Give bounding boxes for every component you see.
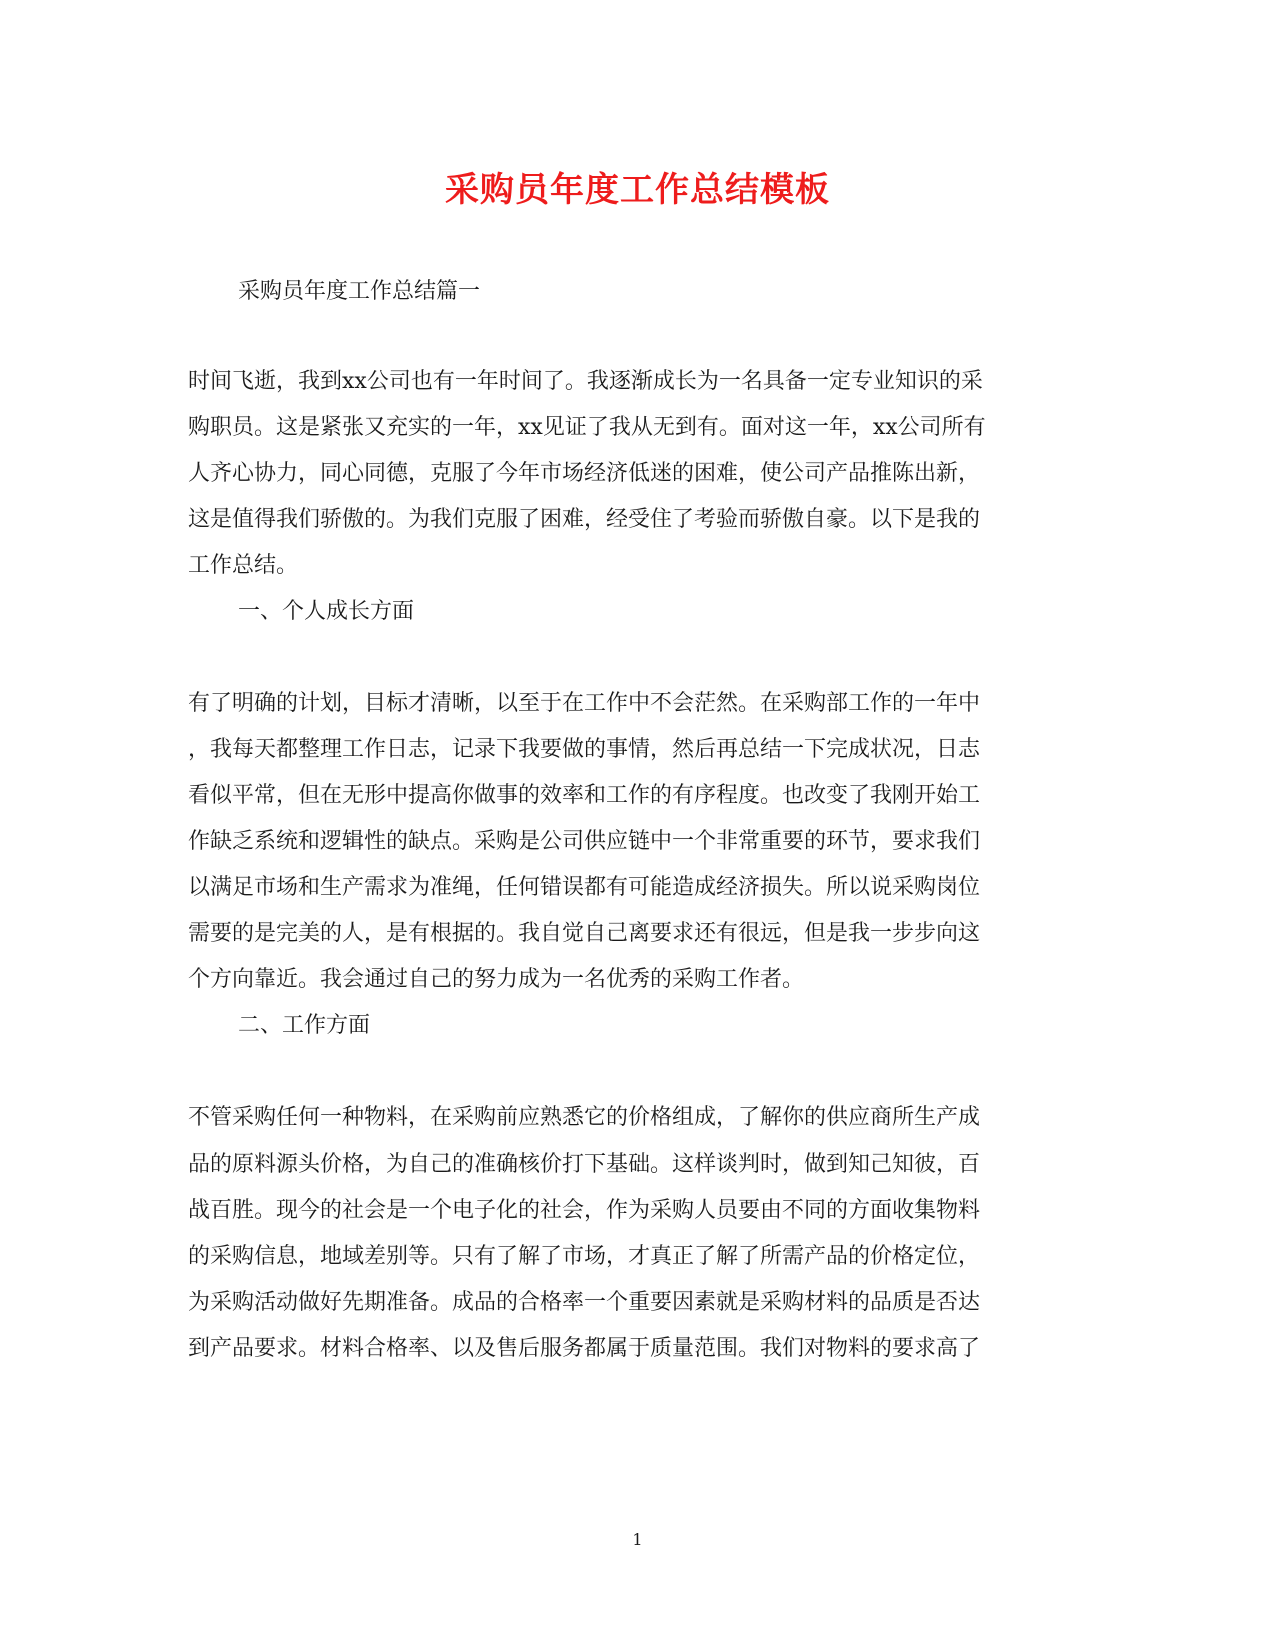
paragraph-line: ，我每天都整理工作日志，记录下我要做的事情，然后再总结一下完成状况，日志 bbox=[188, 737, 981, 762]
paragraph-line: 作缺乏系统和逻辑性的缺点。采购是公司供应链中一个非常重要的环节，要求我们 bbox=[188, 829, 981, 854]
section-heading-personal-growth: 一、个人成长方面 bbox=[238, 599, 415, 624]
section-heading-work: 二、工作方面 bbox=[238, 1013, 371, 1038]
document-title: 采购员年度工作总结模板 bbox=[445, 170, 830, 210]
paragraph-line: 看似平常，但在无形中提高你做事的效率和工作的有序程度。也改变了我刚开始工 bbox=[188, 783, 981, 808]
paragraph-line: 到产品要求。材料合格率、以及售后服务都属于质量范围。我们对物料的要求高了 bbox=[188, 1336, 981, 1361]
paragraph-line: 这是值得我们骄傲的。为我们克服了困难，经受住了考验而骄傲自豪。以下是我的 bbox=[188, 507, 981, 532]
paragraph-line: 有了明确的计划，目标才清晰，以至于在工作中不会茫然。在采购部工作的一年中 bbox=[188, 691, 981, 716]
paragraph-line: 以满足市场和生产需求为准绳，任何错误都有可能造成经济损失。所以说采购岗位 bbox=[188, 875, 981, 900]
paragraph-line: 需要的是完美的人，是有根据的。我自觉自己离要求还有很远，但是我一步步向这 bbox=[188, 921, 981, 946]
paragraph-line: 工作总结。 bbox=[188, 553, 299, 578]
paragraph-line: 不管采购任何一种物料，在采购前应熟悉它的价格组成，了解你的供应商所生产成 bbox=[188, 1105, 981, 1130]
paragraph-line: 时间飞逝，我到xx公司也有一年时间了。我逐渐成长为一名具备一定专业知识的采 bbox=[188, 369, 983, 394]
paragraph-line: 品的原料源头价格，为自己的准确核价打下基础。这样谈判时，做到知己知彼，百 bbox=[188, 1152, 981, 1177]
paragraph-line: 为采购活动做好先期准备。成品的合格率一个重要因素就是采购材料的品质是否达 bbox=[188, 1290, 981, 1315]
paragraph-line: 战百胜。现今的社会是一个电子化的社会，作为采购人员要由不同的方面收集物料 bbox=[188, 1198, 981, 1223]
paragraph-line: 个方向靠近。我会通过自己的努力成为一名优秀的采购工作者。 bbox=[188, 967, 805, 992]
paragraph-line: 的采购信息，地域差别等。只有了解了市场，才真正了解了所需产品的价格定位， bbox=[188, 1244, 981, 1269]
paragraph-line: 人齐心协力，同心同德，克服了今年市场经济低迷的困难，使公司产品推陈出新， bbox=[188, 461, 981, 486]
page-number: 1 bbox=[632, 1530, 643, 1549]
paragraph-line: 购职员。这是紧张又充实的一年，xx见证了我从无到有。面对这一年，xx公司所有 bbox=[188, 415, 986, 440]
subtitle: 采购员年度工作总结篇一 bbox=[238, 279, 481, 304]
